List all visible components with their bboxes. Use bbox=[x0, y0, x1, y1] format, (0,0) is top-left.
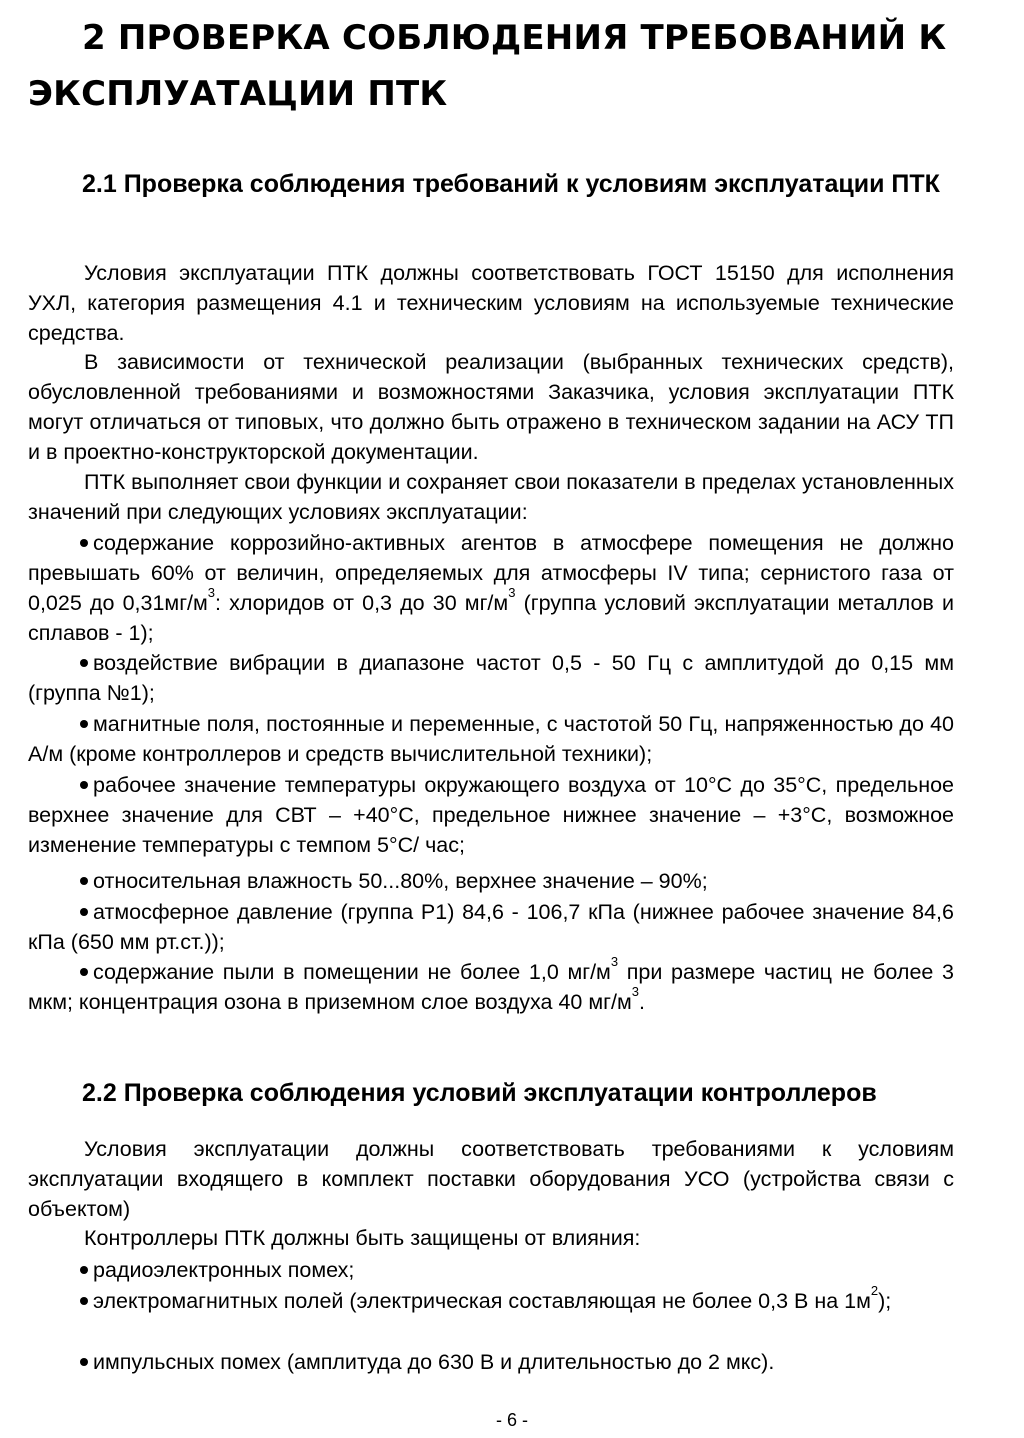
list-item: содержание коррозийно-активных агентов в атмосфере помещения не должно превышать 60% от величин, определяемых для атмосферы IV типа; сернистого газа от 0,025 до $0,31мг/м^3$: хлоридов от 0,3 до 30 $мг/м^3$ (группа условий эксплуатации металлов и сплавов - 1); bbox=[28, 531, 954, 645]
page-number: - 6 - bbox=[495, 1410, 528, 1430]
bullet-icon bbox=[80, 1266, 88, 1274]
bullet-icon bbox=[80, 968, 88, 976]
paragraph: В зависимости от технической реализации (выбранных технических средств), обусловленной требованиями и возможностями Заказчика, условия эксплуатации ПТК могут отличаться от типовых, что должно быть отражено в техническом задании на АСУ ТП и в проектно-конструкторской документации. bbox=[28, 350, 954, 464]
paragraph: ПТК выполняет свои функции и сохраняет свои показатели в пределах установленных значений при следующих условиях эксплуатации: bbox=[28, 470, 954, 524]
list-item: радиоэлектронных помех; bbox=[28, 1255, 954, 1285]
bullet-icon bbox=[80, 1297, 88, 1305]
bullet-icon bbox=[80, 781, 88, 789]
section-heading-2-1: 2.1 Проверка соблюдения требований к условиям эксплуатации ПТК bbox=[82, 170, 940, 198]
list-item: рабочее значение температуры окружающего воздуха от 10°С до 35°С, предельное верхнее значение для СВТ – +40°С, предельное нижнее значение – +3°С, возможное изменение температуры с темпом 5°С/ час; bbox=[28, 773, 954, 857]
list-item: содержание пыли в помещении не более 1,0 $мг/м^3$ при размере частиц не более 3 мкм; концентрация озона в приземном слое воздуха 40 $мг/м^3$. bbox=[28, 954, 954, 1014]
paragraph: Условия эксплуатации ПТК должны соответствовать ГОСТ 15150 для исполнения УХЛ, категория размещения 4.1 и техническим условиям на используемые технические средства. bbox=[28, 261, 954, 345]
chapter-title: 2 ПРОВЕРКА СОБЛЮДЕНИЯ ТРЕБОВАНИЙ К ЭКСПЛУАТАЦИИ ПТК bbox=[28, 18, 947, 114]
list-item: магнитные поля, постоянные и переменные, с частотой 50 Гц, напряженностью до 40 А/м (кроме контроллеров и средств вычислительной техники); bbox=[28, 712, 954, 766]
paragraph: Контроллеры ПТК должны быть защищены от влияния: bbox=[84, 1226, 641, 1250]
bullet-icon bbox=[80, 877, 88, 885]
list-item: относительная влажность 50...80%, верхнее значение – 90%; bbox=[28, 866, 954, 896]
paragraph: Условия эксплуатации должны соответствовать требованиями к условиям эксплуатации входящего в комплект поставки оборудования УСО (устройства связи с объектом) bbox=[28, 1137, 954, 1221]
list-item: атмосферное давление (группа Р1) 84,6 - 106,7 кПа (нижнее рабочее значение 84,6 кПа (650 мм рт.ст.)); bbox=[28, 900, 954, 954]
section-heading-2-2: 2.2 Проверка соблюдения условий эксплуатации контроллеров bbox=[82, 1079, 877, 1107]
bullet-icon bbox=[80, 720, 88, 728]
bullet-icon bbox=[80, 659, 88, 667]
bullet-icon bbox=[80, 539, 88, 547]
list-item: электромагнитных полей (электрическая составляющая не более 0,3 В на $1м^2$); bbox=[28, 1286, 954, 1316]
list-item: воздействие вибрации в диапазоне частот 0,5 - 50 Гц с амплитудой до 0,15 мм (группа №1); bbox=[28, 651, 954, 705]
bullet-icon bbox=[80, 908, 88, 916]
list-item: импульсных помех (амплитуда до 630 В и длительностью до 2 мкс). bbox=[28, 1347, 954, 1377]
bullet-icon bbox=[80, 1358, 88, 1366]
